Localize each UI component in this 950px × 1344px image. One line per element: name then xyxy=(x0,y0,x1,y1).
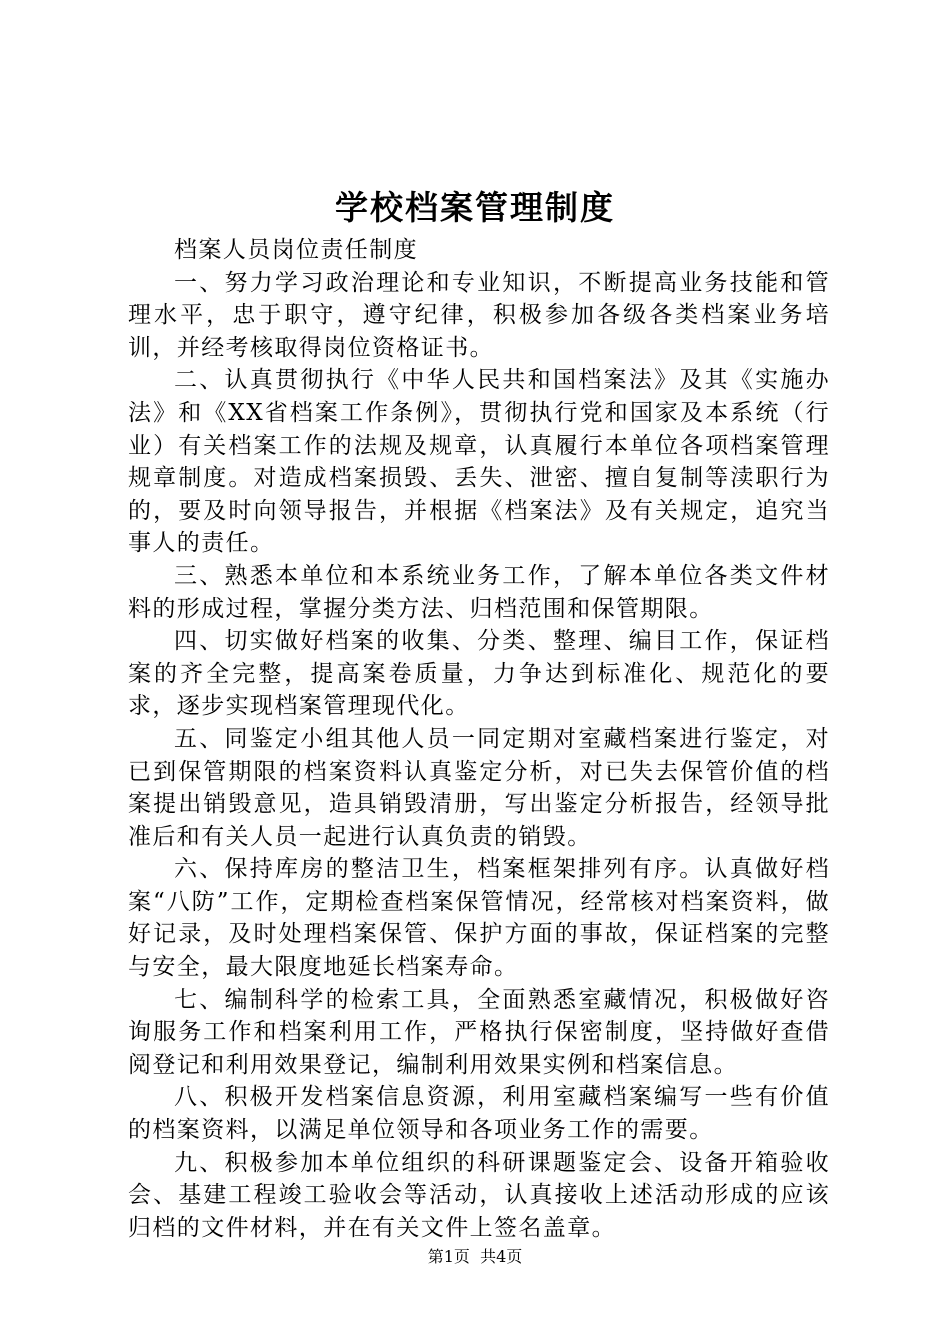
document-title: 学校档案管理制度 xyxy=(335,188,615,227)
paragraph-5: 五、同鉴定小组其他人员一同定期对室藏档案进行鉴定，对已到保管期限的档案资料认真鉴定分析，对已失去保管价值的档案提出销毁意见，造具销毁清册，写出鉴定分析报告，经领导批准后和有关人员一起进行认真负责的销毁。 xyxy=(128,725,830,850)
page-footer xyxy=(0,1246,950,1268)
paragraph-1: 一、努力学习政治理论和专业知识，不断提高业务技能和管理水平，忠于职守，遵守纪律，积极参加各级各类档案业务培训，并经考核取得岗位资格证书。 xyxy=(128,269,830,361)
paragraph-2: 二、认真贯彻执行《中华人民共和国档案法》及其《实施办法》和《XX省档案工作条例》，贯彻执行党和国家及本系统（行业）有关档案工作的法规及规章，认真履行本单位各项档案管理规章制度。对造成档案损毁、丢失、泄密、擅自复制等渎职行为的，要及时向领导报告，并根据《档案法》及有关规定，追究当事人的责任。 xyxy=(128,367,830,557)
page-number-current: 第1页 xyxy=(427,1247,470,1266)
paragraph-4: 四、切实做好档案的收集、分类、整理、编目工作，保证档案的齐全完整，提高案卷质量，力争达到标准化、规范化的要求，逐步实现档案管理现代化。 xyxy=(128,628,830,720)
paragraph-6: 六、保持库房的整洁卫生，档案框架排列有序。认真做好档案“八防”工作，定期检查档案保管情况，经常核对档案资料，做好记录，及时处理档案保管、保护方面的事故，保证档案的完整与安全，最大限度地延长档案寿命。 xyxy=(128,856,830,981)
paragraph-8: 八、积极开发档案信息资源，利用室藏档案编写一些有价值的档案资料，以满足单位领导和各项业务工作的需要。 xyxy=(128,1084,830,1144)
paragraph-7: 七、编制科学的检索工具，全面熟悉室藏情况，积极做好咨询服务工作和档案利用工作，严格执行保密制度，坚持做好查借阅登记和利用效果登记，编制利用效果实例和档案信息。 xyxy=(128,986,830,1078)
paragraph-3: 三、熟悉本单位和本系统业务工作，了解本单位各类文件材料的形成过程，掌握分类方法、归档范围和保管期限。 xyxy=(128,562,830,622)
document-body xyxy=(128,234,830,1244)
page-number-total: 共4页 xyxy=(480,1247,523,1266)
paragraph-9: 九、积极参加本单位组织的科研课题鉴定会、设备开箱验收会、基建工程竣工验收会等活动，认真接收上述活动形成的应该归档的文件材料，并在有关文件上签名盖章。 xyxy=(128,1149,830,1241)
section-heading: 档案人员岗位责任制度 xyxy=(174,237,418,263)
